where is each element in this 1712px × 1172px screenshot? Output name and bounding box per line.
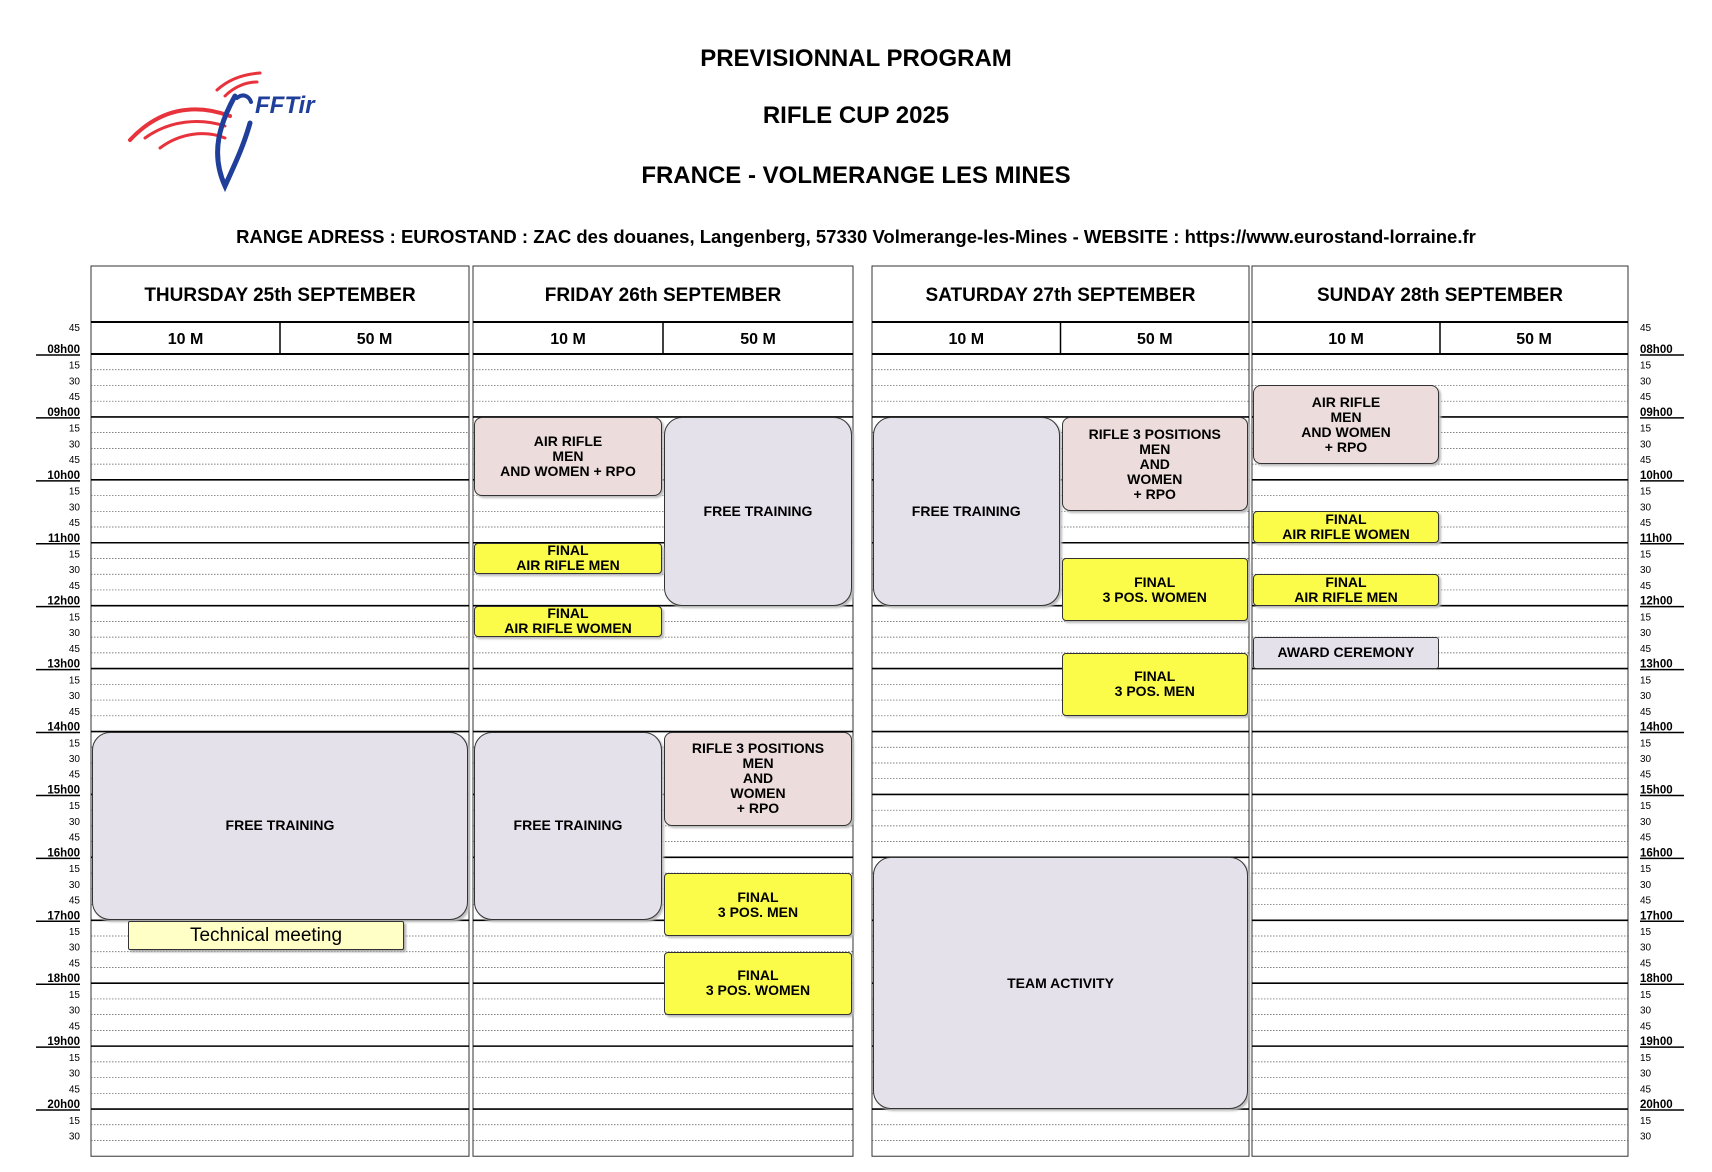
time-label-right: 15	[1640, 1115, 1652, 1127]
time-label-right: 15	[1640, 864, 1652, 876]
event-block: Technical meeting	[128, 921, 404, 949]
day-header: SATURDAY 27th SEPTEMBER	[925, 285, 1196, 306]
time-label-left: 30	[68, 1131, 80, 1143]
day-column-border	[473, 266, 853, 1156]
time-label-right: 45	[1640, 518, 1652, 530]
event-block: FREE TRAINING	[92, 732, 468, 921]
time-label-right: 19h00	[1640, 1036, 1673, 1049]
time-label-left: 30	[68, 502, 80, 514]
time-label-right: 10h00	[1640, 469, 1673, 482]
subcolumn-header: 10 M	[948, 331, 985, 348]
time-label-left: 20h00	[47, 1099, 80, 1112]
time-label-right: 45	[1640, 580, 1652, 592]
event-block: RIFLE 3 POSITIONS MEN AND WOMEN + RPO	[664, 732, 852, 826]
time-label-right: 45	[1640, 832, 1652, 844]
event-block: FREE TRAINING	[873, 417, 1060, 606]
event-block: FINAL AIR RIFLE WOMEN	[474, 606, 662, 637]
time-label-right: 45	[1640, 1084, 1652, 1096]
event-block: RIFLE 3 POSITIONS MEN AND WOMEN + RPO	[1062, 417, 1249, 511]
time-label-right: 15	[1640, 360, 1652, 372]
time-label-left: 11h00	[48, 532, 80, 545]
time-label-left: 15	[68, 864, 80, 876]
time-label-right: 15	[1640, 801, 1652, 813]
time-label-right: 45	[1640, 1021, 1652, 1033]
subcolumn-header: 50 M	[356, 331, 393, 348]
time-label-right: 15	[1640, 423, 1652, 435]
time-label-left: 30	[68, 1068, 80, 1080]
time-label-right: 20h00	[1640, 1099, 1673, 1112]
event-block: FINAL AIR RIFLE MEN	[1253, 574, 1439, 605]
event-block: AWARD CEREMONY	[1253, 637, 1439, 668]
subcolumn-header: 10 M	[550, 331, 586, 348]
time-label-right: 12h00	[1640, 595, 1673, 608]
time-label-right: 30	[1640, 502, 1652, 514]
event-block: FINAL 3 POS. WOMEN	[664, 952, 852, 1015]
time-label-left: 15	[68, 423, 80, 435]
event-block: FINAL AIR RIFLE WOMEN	[1253, 511, 1439, 542]
time-label-left: 30	[68, 879, 80, 891]
time-label-right: 30	[1640, 879, 1652, 891]
time-label-right: 45	[1640, 323, 1652, 334]
time-label-left: 45	[68, 769, 80, 781]
time-label-left: 15	[68, 801, 80, 813]
event-block: FREE TRAINING	[474, 732, 662, 921]
time-label-left: 10h00	[47, 469, 80, 482]
time-label-right: 30	[1640, 816, 1652, 828]
time-label-left: 30	[68, 691, 80, 703]
time-label-right: 30	[1640, 439, 1652, 451]
cup-title: RIFLE CUP 2025	[762, 102, 950, 129]
time-label-right: 45	[1640, 958, 1652, 970]
time-label-right: 45	[1640, 455, 1652, 467]
time-label-left: 09h00	[47, 406, 80, 419]
event-block: FINAL 3 POS. WOMEN	[1062, 558, 1249, 621]
time-label-right: 45	[1640, 706, 1652, 718]
time-label-left: 30	[68, 376, 80, 388]
day-column-border	[91, 266, 469, 1156]
time-label-left: 45	[68, 323, 80, 334]
event-block: FINAL 3 POS. MEN	[1062, 653, 1249, 716]
venue-title: FRANCE - VOLMERANGE LES MINES	[641, 162, 1071, 189]
time-label-right: 45	[1640, 895, 1652, 907]
day-header: FRIDAY 26th SEPTEMBER	[544, 285, 782, 306]
time-label-right: 30	[1640, 691, 1652, 703]
time-label-right: 30	[1640, 1131, 1652, 1143]
event-block: AIR RIFLE MEN AND WOMEN + RPO	[474, 417, 662, 496]
time-label-right: 30	[1640, 565, 1652, 577]
time-label-right: 45	[1640, 769, 1652, 781]
time-label-left: 45	[68, 1021, 80, 1033]
time-label-left: 15	[68, 675, 80, 687]
time-label-right: 15	[1640, 927, 1652, 939]
subcolumn-header: 50 M	[1136, 331, 1173, 348]
time-label-left: 15h00	[47, 784, 80, 797]
time-label-right: 15	[1640, 738, 1652, 750]
time-label-left: 45	[68, 643, 80, 655]
time-label-left: 45	[68, 580, 80, 592]
time-label-right: 11h00	[1640, 532, 1672, 545]
time-label-right: 13h00	[1640, 658, 1673, 671]
time-label-right: 09h00	[1640, 406, 1673, 419]
time-label-right: 16h00	[1640, 847, 1673, 860]
range-address: RANGE ADRESS : EUROSTAND : ZAC des douanes, Langenberg, 57330 Volmerange-les-Mines - WEBSITE : https://www.eurostand-lorraine.fr	[236, 226, 1476, 247]
time-label-left: 45	[68, 1084, 80, 1096]
time-label-right: 08h00	[1640, 344, 1673, 356]
time-label-left: 30	[68, 628, 80, 640]
subcolumn-header: 50 M	[740, 331, 776, 348]
time-label-left: 15	[68, 989, 80, 1001]
day-header: THURSDAY 25th SEPTEMBER	[144, 285, 416, 306]
event-block: AIR RIFLE MEN AND WOMEN + RPO	[1253, 385, 1439, 464]
time-label-right: 45	[1640, 392, 1652, 404]
time-label-right: 15	[1640, 675, 1652, 687]
time-label-left: 30	[68, 565, 80, 577]
time-label-right: 15	[1640, 1052, 1652, 1064]
time-label-left: 45	[68, 706, 80, 718]
time-label-left: 30	[68, 816, 80, 828]
time-label-right: 30	[1640, 376, 1652, 388]
time-label-left: 17h00	[47, 910, 80, 923]
time-label-left: 45	[68, 958, 80, 970]
time-label-left: 15	[68, 486, 80, 498]
time-label-left: 45	[68, 392, 80, 404]
subcolumn-header: 10 M	[167, 331, 204, 348]
time-label-left: 45	[68, 895, 80, 907]
time-label-left: 45	[68, 832, 80, 844]
time-label-left: 15	[68, 927, 80, 939]
time-label-right: 45	[1640, 643, 1652, 655]
time-label-left: 12h00	[47, 595, 80, 608]
time-label-right: 15	[1640, 486, 1652, 498]
time-label-left: 15	[68, 360, 80, 372]
time-label-right: 30	[1640, 1068, 1652, 1080]
time-label-left: 15	[68, 549, 80, 561]
time-label-right: 30	[1640, 753, 1652, 765]
time-label-right: 15	[1640, 549, 1652, 561]
time-label-left: 30	[68, 1005, 80, 1017]
time-label-left: 30	[68, 942, 80, 954]
event-block: TEAM ACTIVITY	[873, 857, 1248, 1109]
time-label-left: 30	[68, 753, 80, 765]
time-label-left: 16h00	[47, 847, 80, 860]
time-label-right: 30	[1640, 628, 1652, 640]
time-label-right: 15	[1640, 612, 1652, 624]
day-header: SUNDAY 28th SEPTEMBER	[1316, 285, 1564, 306]
time-label-right: 15	[1640, 989, 1652, 1001]
time-label-right: 30	[1640, 942, 1652, 954]
time-label-left: 15	[68, 612, 80, 624]
time-label-left: 45	[68, 455, 80, 467]
time-label-left: 08h00	[47, 344, 80, 356]
event-block: FINAL AIR RIFLE MEN	[474, 543, 662, 574]
logo-text: FFTir	[255, 92, 315, 119]
time-label-left: 15	[68, 1115, 80, 1127]
time-label-right: 14h00	[1640, 721, 1673, 734]
time-label-right: 15h00	[1640, 784, 1673, 797]
time-label-left: 45	[68, 518, 80, 530]
time-label-left: 18h00	[47, 973, 80, 986]
subcolumn-header: 50 M	[1516, 331, 1552, 348]
program-title: PREVISIONNAL PROGRAM	[700, 45, 1012, 72]
time-label-right: 18h00	[1640, 973, 1673, 986]
time-label-left: 15	[68, 738, 80, 750]
time-label-left: 19h00	[47, 1036, 80, 1049]
time-label-left: 15	[68, 1052, 80, 1064]
time-label-right: 17h00	[1640, 910, 1673, 923]
time-label-right: 30	[1640, 1005, 1652, 1017]
event-block: FREE TRAINING	[664, 417, 852, 606]
time-label-left: 30	[68, 439, 80, 451]
time-label-left: 14h00	[47, 721, 80, 734]
subcolumn-header: 10 M	[1328, 331, 1364, 348]
event-block: FINAL 3 POS. MEN	[664, 873, 852, 936]
time-label-left: 13h00	[47, 658, 80, 671]
